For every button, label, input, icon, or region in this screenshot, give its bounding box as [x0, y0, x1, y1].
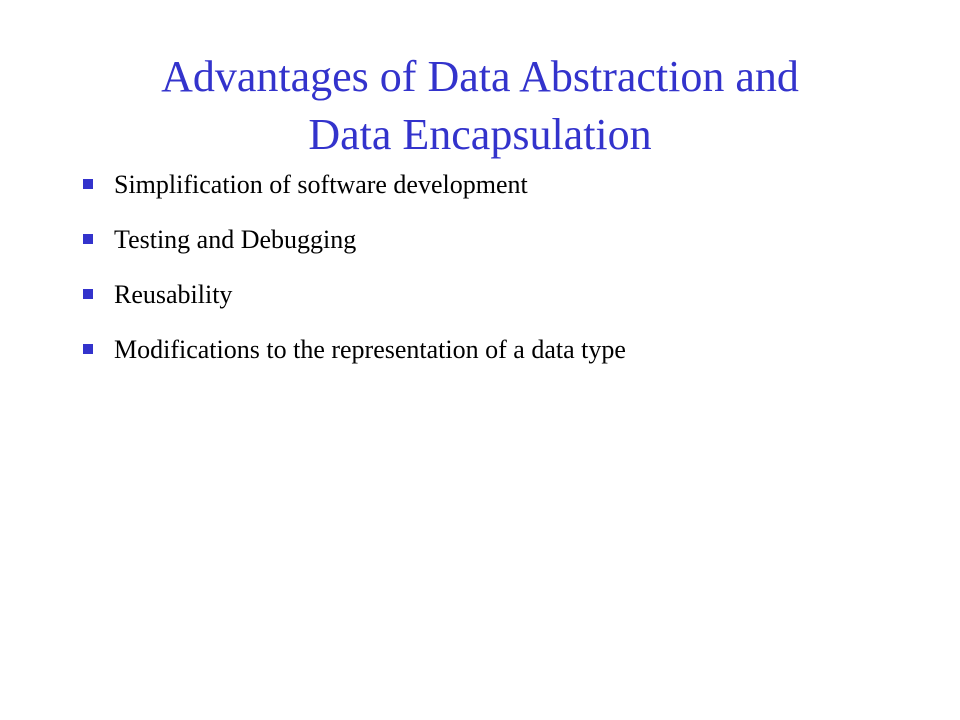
bullet-item [78, 331, 798, 368]
bullet-item [78, 276, 798, 313]
bullet-text: Reusability [114, 280, 233, 309]
bullet-item [78, 221, 798, 258]
square-bullet-icon [83, 289, 93, 299]
slide-title-line-1: Advantages of Data Abstraction and [161, 52, 799, 101]
bullet-item [78, 166, 798, 203]
bullet-text: Testing and Debugging [114, 225, 357, 254]
slide-title [60, 48, 900, 164]
bullet-text: Modifications to the representation of a data type [114, 335, 626, 364]
bullet-list [78, 166, 798, 386]
square-bullet-icon [83, 179, 93, 189]
slide-title-line-2: Data Encapsulation [308, 110, 652, 159]
bullet-text: Simplification of software development [114, 170, 528, 199]
square-bullet-icon [83, 344, 93, 354]
square-bullet-icon [83, 234, 93, 244]
